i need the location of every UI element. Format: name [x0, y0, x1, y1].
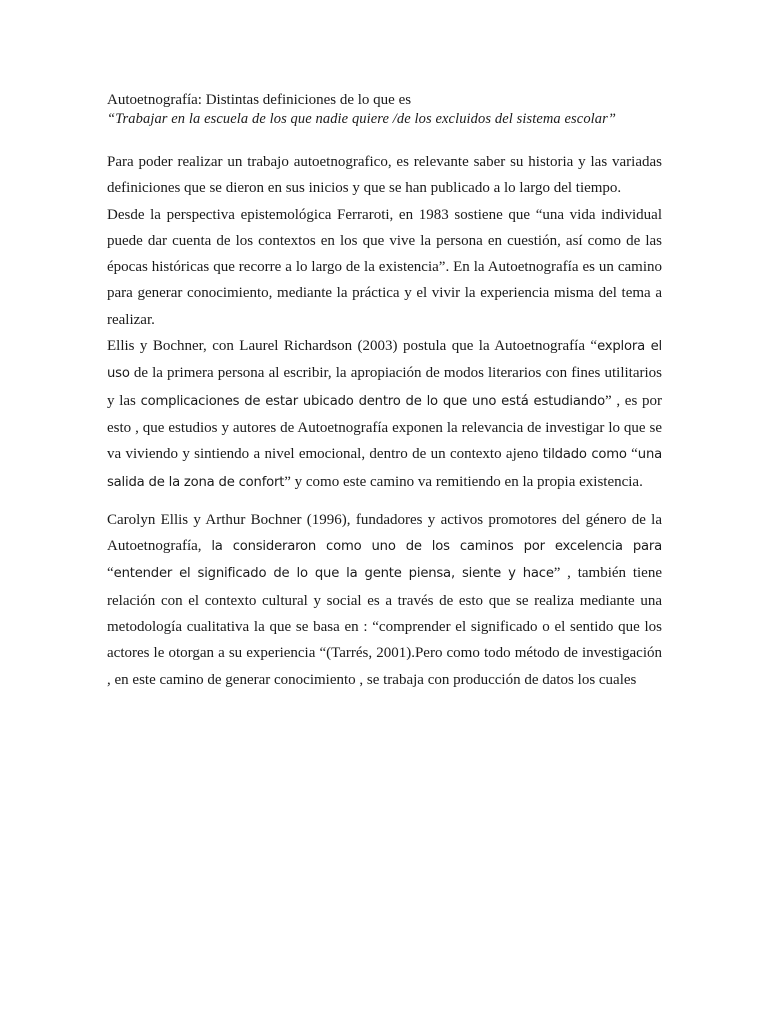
text-run: ” , es por esto , que estudios y autores de Autoetnografía exponen la relevancia de investigar lo que se va viviendo y sintiendo a nivel emocional, dentro de un contexto ajeno — [107, 392, 662, 463]
body-paragraph — [107, 333, 662, 496]
document-content — [107, 91, 662, 693]
text-run: de la primera persona al escribir, la apropiación de modos literarios con fines utilitarios y las — [107, 365, 662, 409]
text-run: ” y como este camino va remitiendo en la propia existencia. — [284, 473, 643, 490]
quoted-text-run: tildado como — [542, 447, 627, 463]
quoted-text-run: complicaciones de estar ubicado dentro de lo que uno está estudiando — [140, 393, 605, 409]
text-run: ” , también tiene relación con el contexto cultural y social es a través de esto que se realiza mediante una metodología cualitativa la que se basa en : “comprender el significado o el sentido que los actores le otorgan a su experiencia “(Tarrés, 2001).Pero como todo método de investigación , en este camino de generar conocimiento , se trabaja con producción de datos los cuales — [107, 565, 662, 688]
document-subtitle: “Trabajar en la escuela de los que nadie quiere /de los excluidos del sistema escolar” — [107, 111, 617, 127]
text-run: “ — [107, 565, 114, 582]
quoted-text-run: la consideraron como uno de los caminos por excelencia para — [211, 539, 662, 555]
quoted-text-run: entender el significado de lo que la gente piensa, siente y hace — [113, 566, 554, 582]
document-body — [107, 149, 662, 693]
body-paragraph — [107, 202, 662, 333]
quoted-text-run: explora el uso — [107, 339, 662, 382]
text-run: Carolyn Ellis y Arthur Bochner (1996), fundadores y activos promotores del género de la Autoetnografía, — [107, 511, 662, 555]
text-run: “ — [626, 446, 638, 463]
body-paragraph — [107, 507, 662, 693]
text-run: Para poder realizar un trabajo autoetnografico, es relevante saber su historia y las variadas definiciones que se dieron en sus inicios y que se han publicado a lo largo del tiempo. — [107, 154, 662, 197]
body-paragraph — [107, 149, 662, 202]
text-run: Ellis y Bochner, con Laurel Richardson (2003) postula que la Autoetnografía “ — [107, 338, 598, 355]
quoted-text-run: una salida de la zona de confort — [107, 447, 662, 490]
text-run: Desde la perspectiva epistemológica Ferraroti, en 1983 sostiene que “una vida individual puede dar cuenta de los contextos en los que vive la persona en cuestión, así como de las épocas históricas que recorre a lo largo de la existencia”. En la Autoetnografía es un camino para generar conocimiento, mediante la práctica y el vivir la experiencia misma del tema a realizar. — [107, 206, 662, 328]
document-title: Autoetnografía: Distintas definiciones de lo que es — [107, 92, 412, 108]
